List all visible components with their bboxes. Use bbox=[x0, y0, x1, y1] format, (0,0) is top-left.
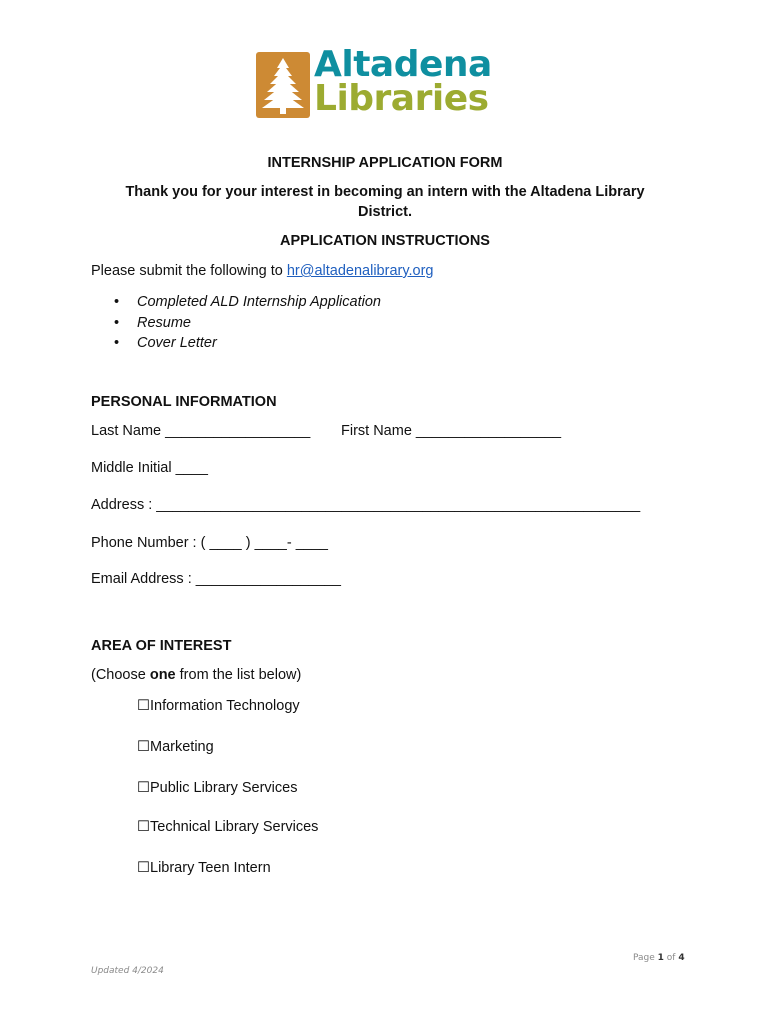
checkbox-icon[interactable]: ☐ bbox=[137, 698, 150, 714]
updated-date: Updated 4/2024 bbox=[91, 966, 164, 976]
checkbox-icon[interactable]: ☐ bbox=[137, 780, 150, 796]
middle-initial-field[interactable]: Middle Initial ____ bbox=[91, 460, 208, 476]
submit-text: Please submit the following to bbox=[91, 263, 287, 279]
bullet-icon: • bbox=[114, 294, 120, 310]
list-item: • Cover Letter bbox=[114, 335, 217, 351]
first-name-field[interactable]: First Name __________________ bbox=[341, 423, 562, 439]
altadena-libraries-logo bbox=[256, 44, 518, 122]
last-name-field[interactable]: Last Name __________________ bbox=[91, 423, 311, 439]
address-field[interactable]: Address : ____________________________________________________________ bbox=[91, 497, 641, 513]
checkbox-icon[interactable]: ☐ bbox=[137, 860, 150, 876]
phone-number-field[interactable]: Phone Number : ( ____ ) ____- ____ bbox=[91, 535, 328, 551]
thank-you-line-1: Thank you for your interest in becoming an intern with the Altadena Library bbox=[125, 184, 645, 200]
form-title: INTERNSHIP APPLICATION FORM bbox=[267, 155, 503, 171]
checkbox-icon[interactable]: ☐ bbox=[137, 739, 150, 755]
choose-one-instruction: (Choose one from the list below) bbox=[91, 667, 302, 683]
logo-word-altadena: Altadena bbox=[314, 44, 492, 85]
required-documents-list bbox=[114, 294, 381, 356]
email-link[interactable]: hr@altadenalibrary.org bbox=[286, 263, 434, 279]
logo-word-libraries: Libraries bbox=[314, 78, 489, 119]
option-technical-library-services[interactable]: ☐Technical Library Services bbox=[137, 819, 319, 835]
list-item: • Completed ALD Internship Application bbox=[114, 294, 381, 310]
bullet-icon: • bbox=[114, 335, 120, 351]
option-library-teen-intern[interactable]: ☐Library Teen Intern bbox=[137, 860, 271, 876]
tree-logo-icon bbox=[256, 52, 310, 118]
personal-info-title: PERSONAL INFORMATION bbox=[91, 394, 277, 410]
option-information-technology[interactable]: ☐Information Technology bbox=[137, 698, 300, 714]
area-of-interest-title: AREA OF INTEREST bbox=[91, 638, 232, 654]
submit-instructions bbox=[91, 263, 434, 279]
page-number: Page 1 of 4 bbox=[633, 953, 685, 963]
bullet-icon: • bbox=[114, 314, 120, 331]
option-marketing[interactable]: ☐Marketing bbox=[137, 739, 214, 755]
thank-you-line-2: District. bbox=[358, 204, 412, 220]
email-address-field[interactable]: Email Address : __________________ bbox=[91, 571, 341, 587]
instructions-title: APPLICATION INSTRUCTIONS bbox=[280, 233, 490, 249]
checkbox-icon[interactable]: ☐ bbox=[137, 819, 150, 835]
list-item: • Resume bbox=[114, 314, 191, 331]
option-public-library-services[interactable]: ☐Public Library Services bbox=[137, 780, 298, 796]
